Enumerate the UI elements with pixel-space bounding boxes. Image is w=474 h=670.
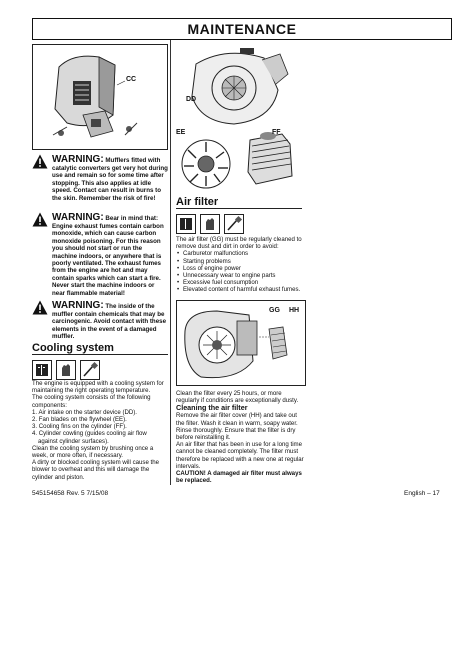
warning-triangle-icon xyxy=(32,300,48,315)
read-manual-icon xyxy=(176,214,196,234)
cooling-system-section xyxy=(32,342,168,380)
warning-head: WARNING: xyxy=(52,154,104,165)
air-filter-cleaning-text xyxy=(176,390,306,484)
muffler-illustration xyxy=(33,45,167,149)
cooling-intro: The engine is equipped with a cooling system for maintaining the right operating temperature. xyxy=(32,380,164,395)
gloves-icon xyxy=(200,214,220,234)
bullet-item: • Elevated content of harmful exhaust fumes. xyxy=(183,286,306,293)
warning-head: WARNING: xyxy=(52,300,104,311)
bullet-item: • Unnecessary wear to engine parts xyxy=(183,272,306,279)
warning-body: catalytic converters get very hot during use and remain so for some time after stopping. This also applies at idle speed. Contact can result in burns to the skin. Remember the risk of fire! xyxy=(52,165,168,202)
flywheel-callout-ee: EE xyxy=(176,129,186,136)
gloves-icon xyxy=(56,360,76,380)
air-filter-section xyxy=(176,196,302,234)
page-number: English – 17 xyxy=(404,490,440,497)
document-number: 545154658 Rev. 5 7/15/08 xyxy=(32,490,109,497)
muffler-callout-cc: CC xyxy=(126,76,137,83)
heading-rule xyxy=(32,354,168,355)
cylinder-callout-ff: FF xyxy=(272,129,281,136)
air-filter-icon-row xyxy=(176,214,302,234)
section-title-bar xyxy=(32,18,452,40)
air-filter-heading: Air filter xyxy=(176,196,219,208)
cooling-system-text xyxy=(32,380,168,481)
warning-body: Engine exhaust fumes contain carbon monoxide, which can cause carbon monoxide poisoning. For this reason you should not start or run the machine indoors, or anywhere that is poorly ventilated. The exhaust fumes from the engine are hot and may contain sparks which can start a fire. Never start the machine indoors or near flammable material! xyxy=(52,223,164,297)
warning-catalytic-muffler xyxy=(32,154,168,202)
page-title: MAINTENANCE xyxy=(187,21,297,37)
cooling-item: 4. Cylinder cowling (guides cooling air flow against cylinder surfaces). xyxy=(32,430,147,445)
air-filter-figure xyxy=(176,300,306,386)
cooling-system-heading: Cooling system xyxy=(32,342,114,354)
warning-triangle-icon xyxy=(32,154,48,169)
blower-filter-illustration xyxy=(177,301,305,385)
cleaning-heading: Cleaning the air filter xyxy=(176,403,248,413)
warning-triangle-icon xyxy=(32,212,48,227)
warning-lead: Mufflers fitted with xyxy=(105,157,161,164)
cooling-dirty: A dirty or blocked cooling system will cause the blower to overheat and this will damage the cylinder and piston. xyxy=(32,459,160,481)
filter-cover-callout-hh: HH xyxy=(289,307,300,314)
clean-interval: Clean the filter every 25 hours, or more regularly if conditions are exceptionally dusty. xyxy=(176,390,299,405)
cooling-consists: The cooling system consists of the following components: xyxy=(32,394,151,409)
heading-rule xyxy=(176,208,302,209)
warning-carbon-monoxide xyxy=(32,212,168,297)
air-filter-intro: The air filter (GG) must be regularly cleaned to remove dust and dirt in order to avoid: xyxy=(176,236,302,251)
warning-carcinogenic xyxy=(32,300,168,341)
cleaning-body: Remove the air filter cover (HH) and take out the filter. Wash it clean in warm, soapy water. Rinse thoroughly. Ensure that the filter is dry before reinstalling it. xyxy=(176,412,298,442)
air-filter-text xyxy=(176,236,306,294)
bullet-item: • Excessive fuel consumption xyxy=(183,279,306,286)
filter-callout-gg: GG xyxy=(269,307,280,314)
brush-icon xyxy=(224,214,244,234)
flywheel-cylinder-figure xyxy=(176,126,298,194)
starter-illustration xyxy=(176,44,296,130)
muffler-figure xyxy=(32,44,168,150)
starter-figure xyxy=(176,44,296,130)
read-manual-icon xyxy=(32,360,52,380)
warning-lead: Bear in mind that: xyxy=(105,215,159,222)
replace-text: An air filter that has been in use for a long time cannot be cleaned completely. The filter must therefore be replaced with a new one at regular intervals. xyxy=(176,441,304,470)
cooling-clean: Clean the cooling system by brushing once a week, or more often, if necessary. xyxy=(32,444,154,460)
bullet-item: • Loss of engine power xyxy=(183,265,306,272)
cooling-item: 3. Cooling fins on the cylinder (FF). xyxy=(32,423,127,431)
starter-callout-dd: DD xyxy=(186,96,197,103)
cooling-item: 1. Air intake on the starter device (DD). xyxy=(32,408,137,416)
air-filter-bullets xyxy=(176,250,306,293)
bullet-item: • Carburetor malfunctions xyxy=(183,250,306,257)
caution-text: CAUTION! A damaged air filter must always be replaced. xyxy=(176,470,302,485)
bullet-item: • Starting problems xyxy=(183,258,306,265)
cooling-item: 2. Fan blades on the flywheel (EE). xyxy=(32,416,127,424)
warning-lead: The inside of the xyxy=(105,303,155,310)
warning-body: muffler contain chemicals that may be carcinogenic. Avoid contact with these elements in the event of a damaged muffler. xyxy=(52,311,167,341)
column-divider xyxy=(170,40,171,485)
cooling-icon-row xyxy=(32,360,168,380)
warning-head: WARNING: xyxy=(52,212,104,223)
flywheel-cylinder-illustration xyxy=(176,126,298,194)
brush-icon xyxy=(80,360,100,380)
